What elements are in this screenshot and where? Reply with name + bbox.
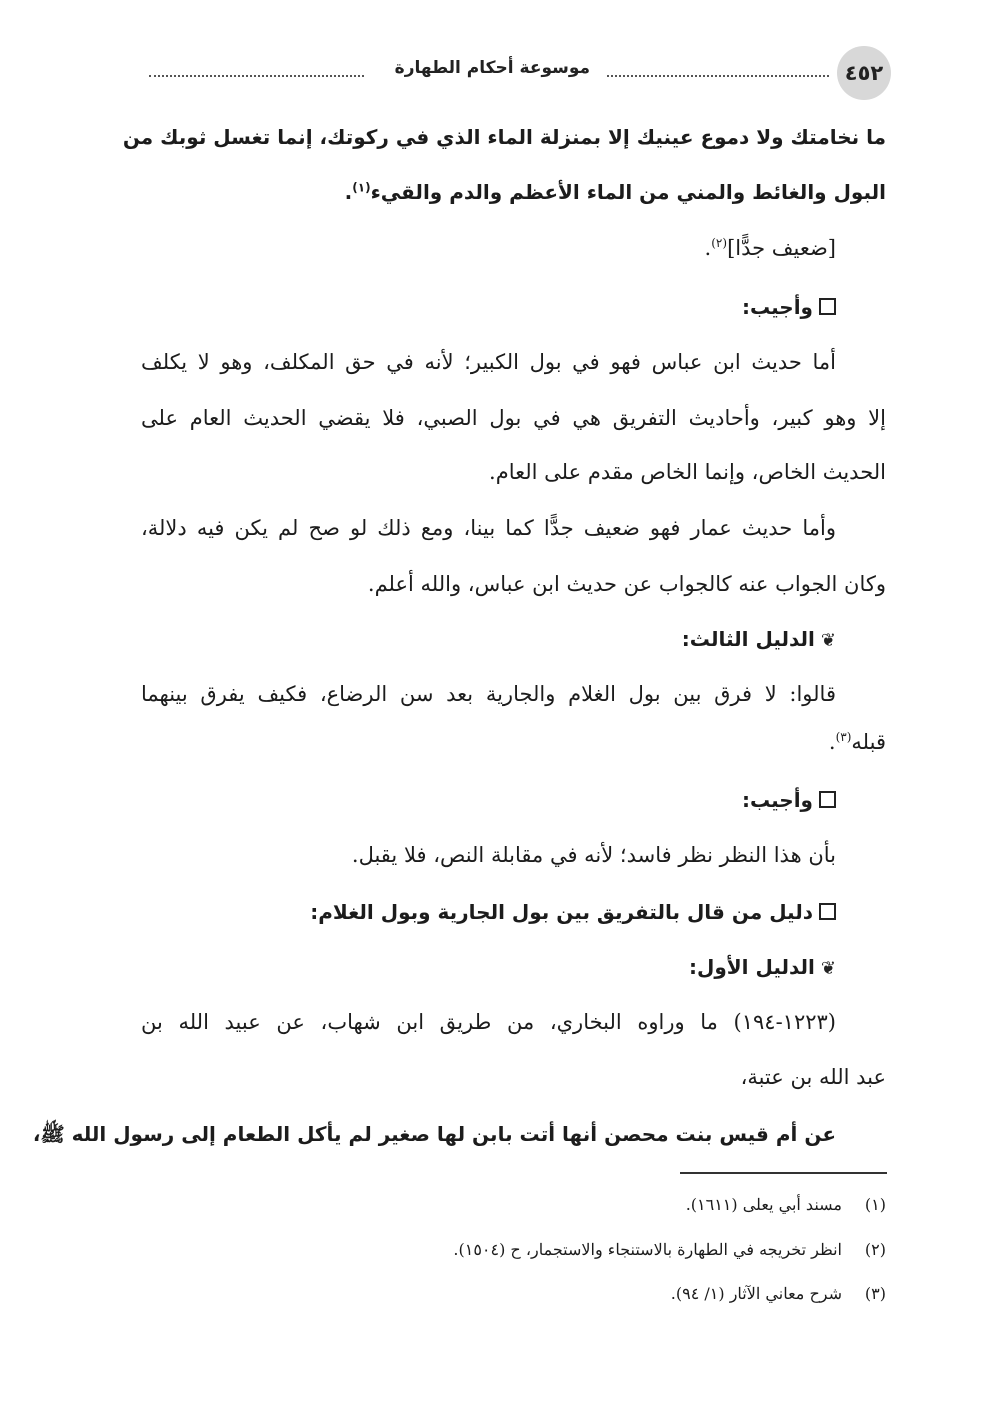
- heading-distinction-evidence: [91, 900, 836, 924]
- para2-line-1-text: وأما حديث عمار فهو ضعيف جدًّا كما بينا، ومع ذلك لو صح لم يكن فيه دلالة،: [141, 516, 836, 540]
- hadith-line-1-text: (١٢٢٣-١٩٤) ما وراوه البخاري، من طريق ابن شهاب، عن عبيد الله بن: [141, 1010, 836, 1034]
- para3-line-2-end: .: [828, 730, 836, 754]
- header-dotted-rule-right: [607, 75, 829, 77]
- heading-answer-2: [91, 788, 836, 812]
- para3-line-2: [141, 730, 886, 754]
- para3-line-2-text: قبله: [851, 730, 886, 754]
- heading-first-evidence: [91, 955, 836, 979]
- header-dotted-rule-left: [149, 75, 364, 77]
- running-title: موسوعة أحكام الطهارة: [389, 58, 596, 78]
- heading-distinction-evidence-label: دليل من قال بالتفريق بين بول الجارية وبول الغلام:: [310, 900, 813, 924]
- hadith-matn-line: عن أم قيس بنت محصن أنها أتت بابن لها صغير لم يأكل الطعام إلى رسول الله ﷺ،: [32, 1122, 836, 1146]
- text-line-2-content: البول والغائط والمني من الماء الأعظم والدم والقيء: [370, 180, 886, 204]
- hadith-line-1: [141, 1010, 836, 1034]
- page-header: [143, 46, 891, 100]
- para2-line-1: [141, 516, 836, 540]
- para1-line-3: الحديث الخاص، وإنما الخاص مقدم على العام.: [489, 460, 886, 484]
- text-line-1: ما نخامتك ولا دموع عينيك إلا بمنزلة الماء الذي في ركوتك، إنما تغسل ثوبك من: [122, 125, 886, 149]
- para2-line-2: وكان الجواب عنه كالجواب عن حديث ابن عباس، والله أعلم.: [367, 572, 886, 596]
- para3-line-1-text: قالوا: لا فرق بين بول الغلام والجارية بعد سن الرضاع، فكيف يفرق بينهما: [141, 682, 836, 706]
- heading-answer-1-label: وأجيب:: [741, 295, 813, 319]
- leaf-icon: ❦: [820, 630, 836, 651]
- grading-line: [91, 236, 836, 260]
- para4: بأن هذا النظر نظر فاسد؛ لأنه في مقابلة النص، فلا يقبل.: [351, 843, 836, 867]
- text-line-2-end: .: [344, 180, 353, 204]
- footnote-2-number: (٢): [864, 1240, 886, 1259]
- footnote-3-number: (٣): [864, 1284, 886, 1303]
- grading-end: .: [704, 236, 712, 260]
- heading-answer-2-label: وأجيب:: [741, 788, 813, 812]
- heading-third-evidence-label: الدليل الثالث:: [681, 627, 815, 651]
- square-outline-icon: [819, 791, 836, 808]
- footnote-2: [453, 1240, 886, 1259]
- leaf-icon: ❦: [820, 958, 836, 979]
- footnote-separator: [680, 1172, 887, 1174]
- heading-third-evidence: [91, 627, 836, 651]
- page-number: ٤٥٢: [837, 46, 891, 100]
- footnote-1-number: (١): [864, 1195, 886, 1214]
- footnote-ref-1: (١): [352, 180, 371, 195]
- text-line-2: [141, 180, 886, 204]
- para3-line-1: [141, 682, 836, 706]
- heading-first-evidence-label: الدليل الأول:: [688, 955, 815, 979]
- para1-line-1: [141, 350, 836, 374]
- square-outline-icon: [819, 298, 836, 315]
- footnote-1: [686, 1195, 886, 1214]
- footnote-3: [671, 1284, 886, 1303]
- para1-line-2: إلا وهو كبير، وأحاديث التفريق هي في بول الصبي، فلا يقضي الحديث العام على: [141, 406, 886, 430]
- grading-text: [ضعيف جدًّا]: [727, 236, 836, 260]
- footnote-1-text: مسند أبي يعلى (١٦١١).: [685, 1195, 842, 1214]
- footnote-3-text: شرح معاني الآثار (١/ ٩٤).: [670, 1284, 842, 1303]
- hadith-line-2: عبد الله بن عتبة،: [740, 1065, 886, 1089]
- square-outline-icon: [819, 903, 836, 920]
- heading-answer-1: [91, 295, 836, 319]
- para1-line-1-text: أما حديث ابن عباس فهو في بول الكبير؛ لأنه في حق المكلف، وهو لا يكلف: [141, 350, 836, 374]
- footnote-ref-3: (٣): [835, 730, 852, 744]
- footnote-2-text: انظر تخريجه في الطهارة بالاستنجاء والاستجمار، ح (١٥٠٤).: [453, 1240, 842, 1259]
- footnote-ref-2: (٢): [711, 236, 728, 250]
